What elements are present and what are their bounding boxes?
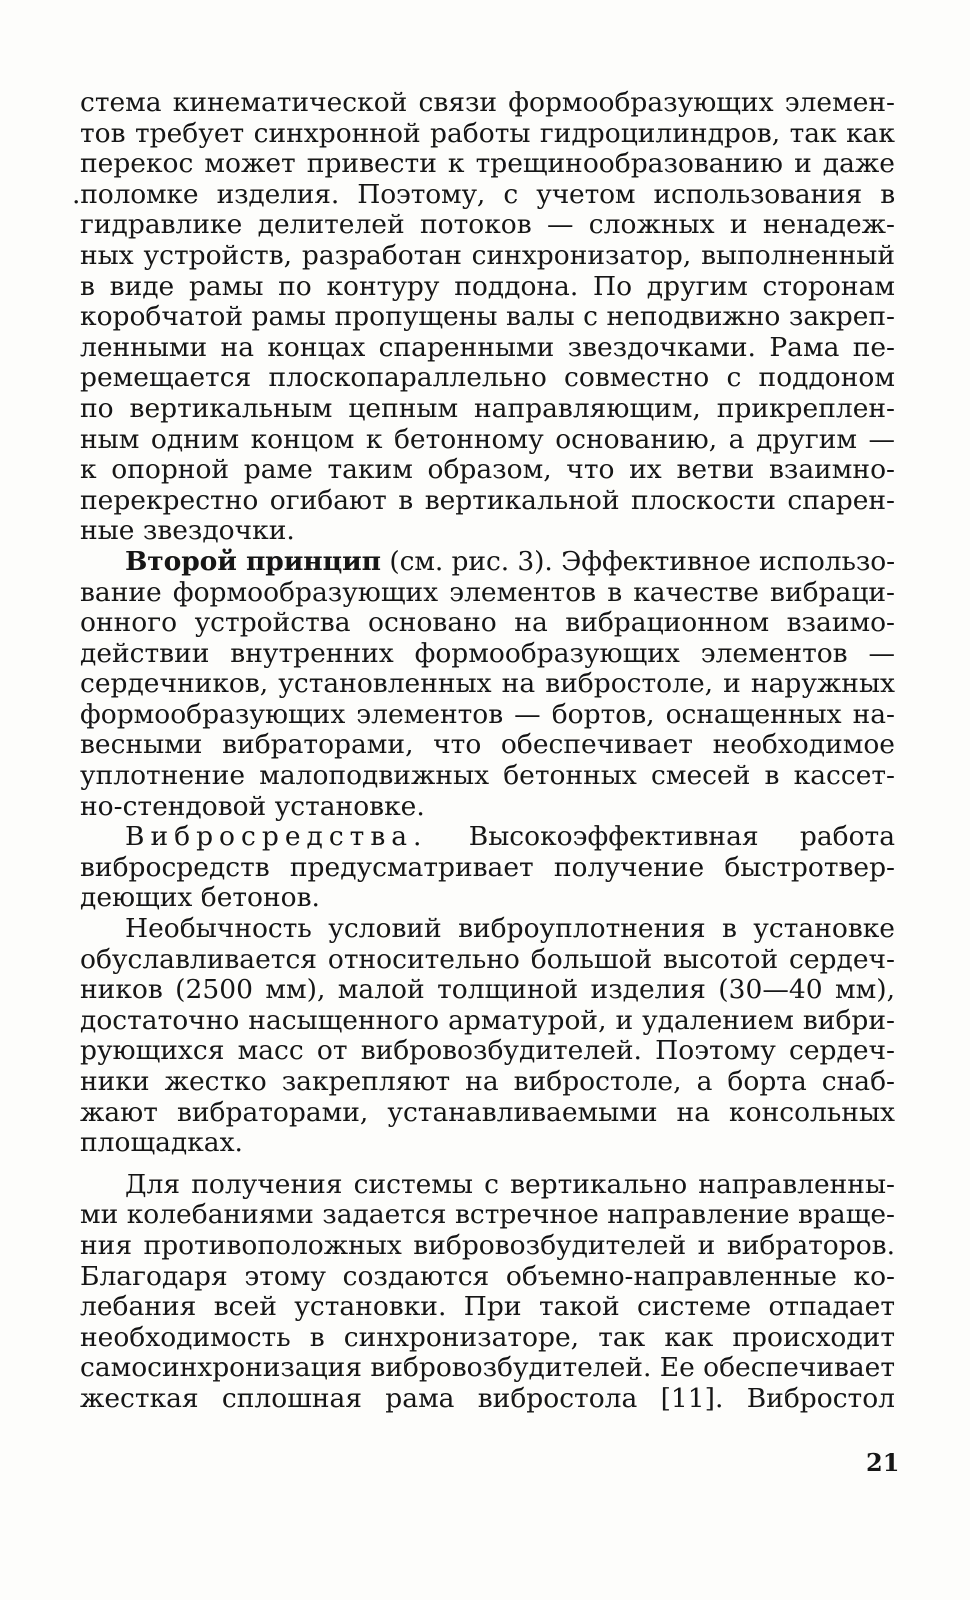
text-line: ники жестко закрепляют на вибростоле, а борта снаб- [80,1066,895,1097]
text-line: по вертикальным цепным направляющим, прикреплен- [80,392,895,424]
text-line: ремещается плоскопараллельно совместно с поддоном [80,362,895,394]
text-line: перекрестно огибают в вертикальной плоскости спарен- [80,484,895,516]
heading-vibro: Вибросредства. [125,821,428,853]
page-number: 21 [866,1448,900,1477]
text-line: Благодаря этому создаются объемно-направленные ко- [80,1260,895,1292]
text-line: весными вибраторами, что обеспечивает необходимое [80,729,895,761]
text-line: рующихся масс от вибровозбудителей. Поэтому сердеч- [80,1035,895,1067]
text-line: стема кинематической связи формообразующих элемен- [80,87,895,118]
text-line: гидравлике делителей потоков — сложных и ненадеж- [80,209,895,241]
text-line: ные звездочки. [80,515,295,547]
text-line: уплотнение малоподвижных бетонных смесей в кассет- [80,760,895,792]
body-text [72,87,895,1415]
text-line: коробчатой рамы пропущены валы с неподвижно закреп- [80,301,895,333]
text-line: достаточно насыщенного арматурой, и удалением вибри- [80,1004,895,1036]
text-line: сердечников, установленных на вибростоле, и наружных [80,668,895,700]
paragraph-second-principle [80,547,895,578]
text-line: ми колебаниями задается встречное направление враще- [80,1199,895,1231]
text-line: ным одним концом к бетонному основанию, а другим — [80,423,895,455]
text-line: самосинхронизация вибровозбудителей. Ее обеспечивает [80,1352,895,1384]
text-line: ленными на концах спаренными звездочками. Рама пе- [80,331,895,363]
heading-second-principle: Второй принцип [125,545,381,577]
text-line: вание формообразующих элементов в качестве вибраци- [80,576,895,608]
text-line: ных устройств, разработан синхронизатор, выполненный [80,239,895,271]
text-line: Необычность условий виброуплотнения в установке [125,913,895,945]
text-line: Высокоэффективная работа [468,821,895,853]
text-line: перекос может привести к трещинообразованию и даже [80,148,895,180]
text-line: необходимость в синхронизаторе, так как происходит [80,1321,895,1353]
text-line: вибросредств предусматривает получение быстротвер- [80,851,895,883]
text-line: лебания всей установки. При такой системе отпадает [80,1291,895,1323]
text-line: но-стендовой установке. [80,790,425,822]
paragraph-vibro [80,822,895,853]
text-line: онного устройства основано на вибрационном взаимо- [80,607,895,639]
text-line: тов требует синхронной работы гидроцилиндров, так как [80,117,895,149]
text-line: ников (2500 мм), малой толщиной изделия (30—40 мм), [80,974,895,1006]
text-line: площадках. [80,1127,243,1159]
text-line: к опорной раме таким образом, что их ветви взаимно- [80,454,895,486]
text-line: Для получения системы с вертикально направленны- [125,1168,895,1200]
text-line: жают вибраторами, устанавливаемыми на консольных [80,1096,895,1128]
text-line: .поломке изделия. Поэтому, с учетом использования в [72,178,895,210]
text-line: ния противоположных вибровозбудителей и вибраторов. [80,1229,895,1261]
text-line: деющих бетонов. [80,882,320,914]
text-line: в виде рамы по контуру поддона. По другим сторонам [80,270,895,302]
text-line: обуславливается относительно большой высотой сердеч- [80,943,895,975]
text-line: жесткая сплошная рама вибростола [11]. Вибростол [80,1382,895,1414]
text-line: действии внутренних формообразующих элементов — [80,637,895,669]
text-line: (см. рис. 3). Эффективное использо- [389,545,895,577]
text-line: формообразующих элементов — бортов, оснащенных на- [80,698,895,730]
